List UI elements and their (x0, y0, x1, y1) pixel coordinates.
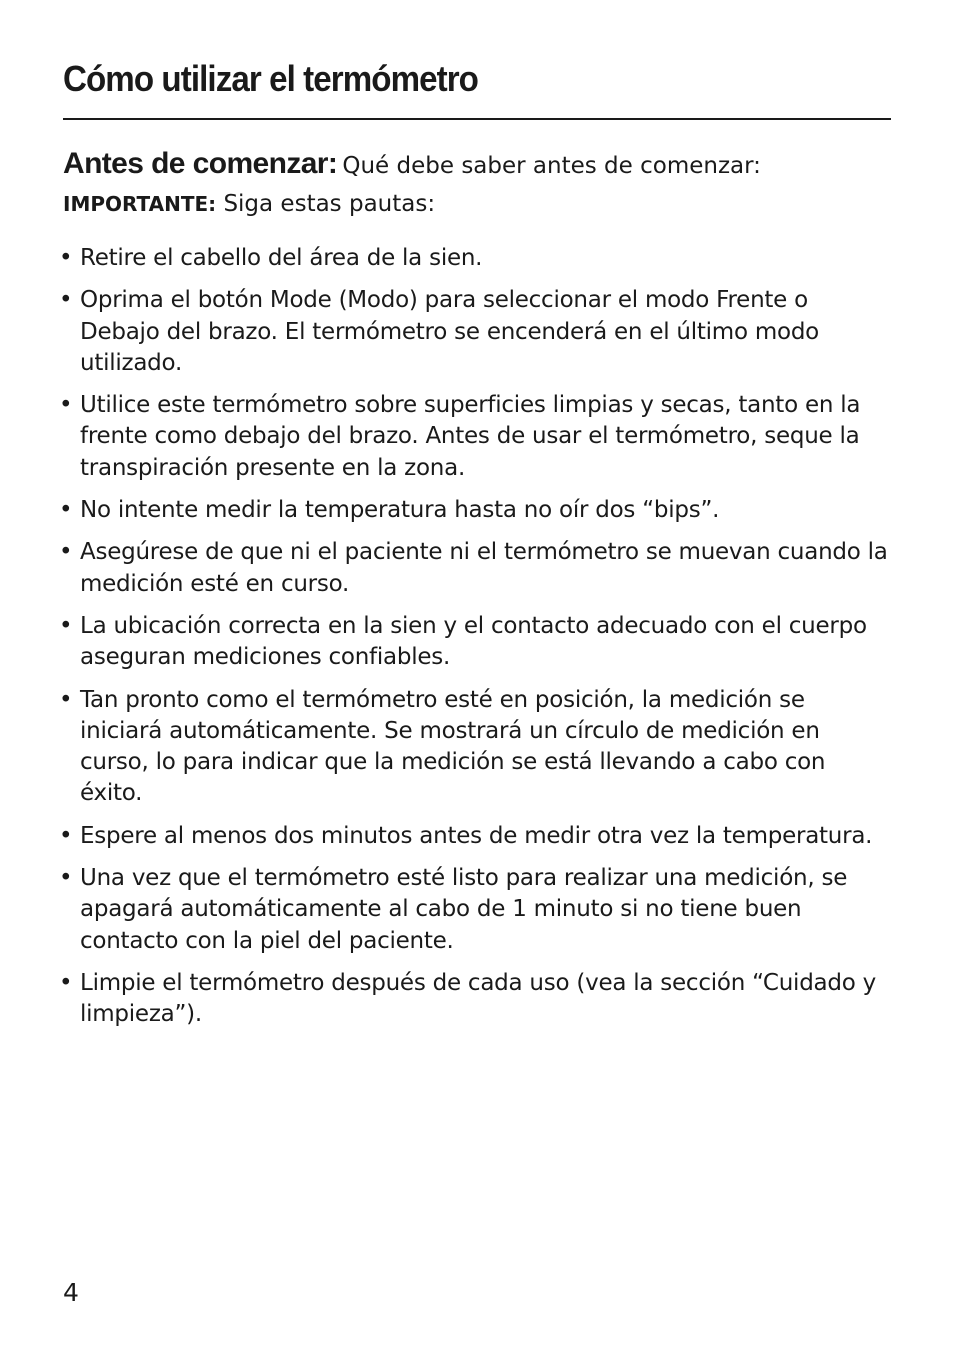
list-item (59, 537, 893, 600)
list-item-text: Utilice este termómetro sobre superficies limpias y secas, tanto en la frente como debajo del brazo. Antes de usar el termómetro, seque la transpiración presente en la zona. (80, 392, 861, 481)
intro-section (63, 145, 893, 221)
guideline-list (59, 243, 893, 1042)
bullet-icon: • (59, 612, 73, 639)
bullet-icon: • (59, 287, 73, 314)
bullet-icon: • (59, 245, 73, 271)
list-item (59, 821, 893, 852)
title-divider (63, 118, 891, 120)
important-label: IMPORTANTE: (63, 192, 217, 216)
list-item (59, 863, 893, 957)
list-item-text: La ubicación correcta en la sien y el contacto adecuado con el cuerpo aseguran mediciones confiables. (80, 612, 867, 671)
bullet-icon: • (59, 539, 73, 566)
bullet-icon: • (59, 686, 73, 713)
bullet-icon: • (59, 822, 73, 849)
section-subheading: Qué debe saber antes de comenzar: (342, 153, 761, 179)
list-item (59, 390, 893, 484)
bullet-icon: • (59, 392, 73, 419)
list-item-text: Oprima el botón Mode (Modo) para seleccionar el modo Frente o Debajo del brazo. El termómetro se encenderá en el último modo utilizado. (80, 287, 819, 376)
list-item-text: No intente medir la temperatura hasta no oír dos “bips”. (80, 497, 720, 524)
important-note (63, 187, 893, 221)
list-item (59, 611, 893, 674)
intro-heading-line (63, 145, 893, 187)
bullet-icon: • (59, 969, 73, 996)
list-item (59, 495, 893, 526)
bullet-icon: • (59, 865, 73, 892)
list-item-text: Tan pronto como el termómetro esté en posición, la medición se iniciará automáticamente. Se mostrará un círculo de medición en curso, lo para indicar que la medición se está llevando a cabo con éxito. (80, 686, 826, 807)
important-text: Siga estas pautas: (223, 191, 436, 217)
section-heading: Antes de comenzar: (63, 147, 338, 180)
list-item (59, 243, 893, 274)
list-item-text: Una vez que el termómetro esté listo para realizar una medición, se apagará automáticamente al cabo de 1 minuto si no tiene buen contacto con la piel del paciente. (80, 865, 848, 954)
list-item (59, 968, 893, 1031)
list-item-text: Limpie el termómetro después de cada uso (vea la sección “Cuidado y limpieza”). (80, 969, 876, 1028)
list-item (59, 285, 893, 379)
list-item-text: Retire el cabello del área de la sien. (80, 245, 483, 271)
list-item-text: Espere al menos dos minutos antes de medir otra vez la temperatura. (80, 822, 873, 849)
list-item (59, 685, 893, 810)
bullet-icon: • (59, 497, 73, 524)
page-number: 4 (63, 1278, 79, 1307)
list-item-text: Asegúrese de que ni el paciente ni el termómetro se muevan cuando la medición esté en curso. (80, 539, 888, 597)
page-title: Cómo utilizar el termómetro (63, 58, 478, 99)
